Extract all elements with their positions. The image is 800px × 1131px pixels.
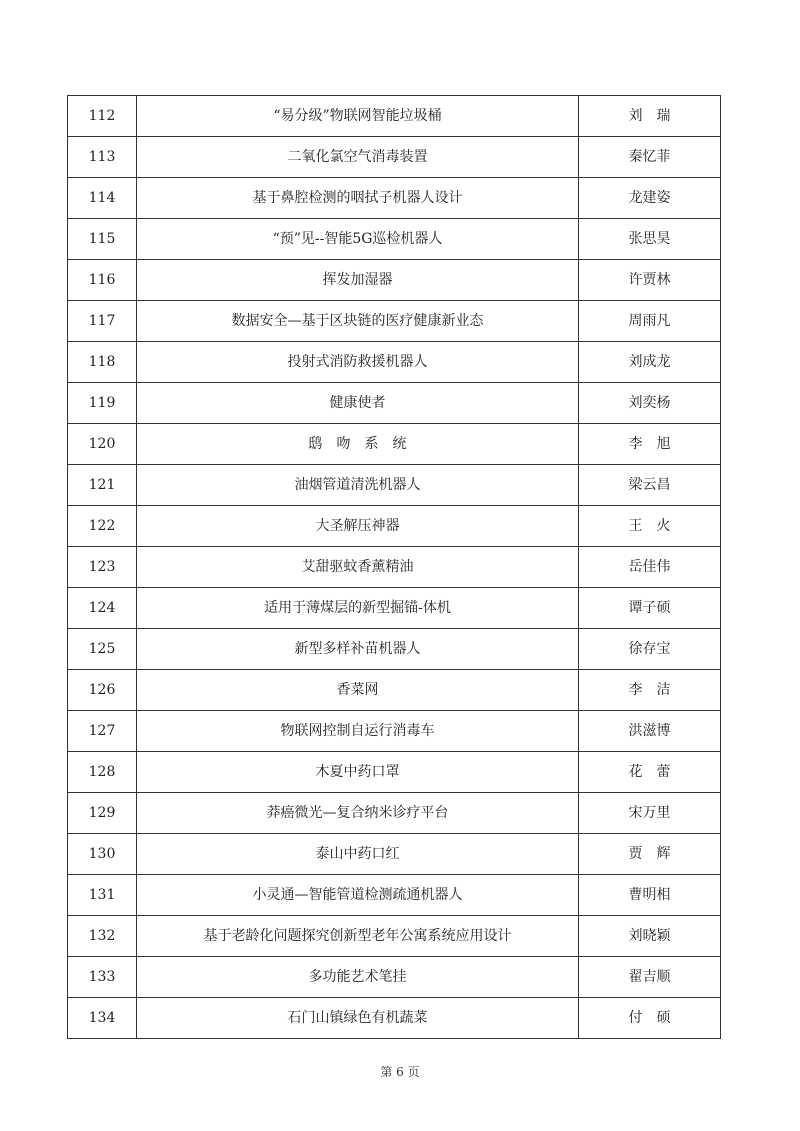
table-row bbox=[68, 137, 721, 178]
person-name-cell: 洪滋博 bbox=[579, 711, 721, 752]
row-number-cell: 127 bbox=[68, 711, 137, 752]
row-number-cell: 133 bbox=[68, 957, 137, 998]
table-row bbox=[68, 342, 721, 383]
person-name-cell: 徐存宝 bbox=[579, 629, 721, 670]
project-title-cell: 莽癌微光—复合纳米诊疗平台 bbox=[137, 793, 579, 834]
project-title-cell: 适用于薄煤层的新型掘锚-体机 bbox=[137, 588, 579, 629]
table-row bbox=[68, 383, 721, 424]
row-number-cell: 129 bbox=[68, 793, 137, 834]
project-title-cell: 挥发加湿器 bbox=[137, 260, 579, 301]
row-number-cell: 123 bbox=[68, 547, 137, 588]
person-name-cell: 翟吉顺 bbox=[579, 957, 721, 998]
table-row bbox=[68, 875, 721, 916]
project-title-cell: 健康使者 bbox=[137, 383, 579, 424]
row-number-cell: 118 bbox=[68, 342, 137, 383]
person-name-cell: 岳佳伟 bbox=[579, 547, 721, 588]
table-row bbox=[68, 916, 721, 957]
project-title-cell: 基于鼻腔检测的咽拭子机器人设计 bbox=[137, 178, 579, 219]
table-row bbox=[68, 96, 721, 137]
project-table-body bbox=[68, 96, 721, 1039]
table-row bbox=[68, 957, 721, 998]
person-name-cell: 龙建姿 bbox=[579, 178, 721, 219]
person-name-cell: 宋万里 bbox=[579, 793, 721, 834]
person-name-cell: 曹明相 bbox=[579, 875, 721, 916]
project-title-cell: 基于老龄化问题探究创新型老年公寓系统应用设计 bbox=[137, 916, 579, 957]
project-title-cell: 鸱 吻 系 统 bbox=[137, 424, 579, 465]
row-number-cell: 114 bbox=[68, 178, 137, 219]
person-name-cell: 谭子硕 bbox=[579, 588, 721, 629]
table-row bbox=[68, 547, 721, 588]
row-number-cell: 119 bbox=[68, 383, 137, 424]
person-name-cell: 付 硕 bbox=[579, 998, 721, 1039]
person-name-cell: 王 火 bbox=[579, 506, 721, 547]
row-number-cell: 121 bbox=[68, 465, 137, 506]
row-number-cell: 126 bbox=[68, 670, 137, 711]
person-name-cell: 刘晓颖 bbox=[579, 916, 721, 957]
person-name-cell: 李 旭 bbox=[579, 424, 721, 465]
row-number-cell: 122 bbox=[68, 506, 137, 547]
row-number-cell: 112 bbox=[68, 96, 137, 137]
table-row bbox=[68, 793, 721, 834]
row-number-cell: 132 bbox=[68, 916, 137, 957]
table-row bbox=[68, 260, 721, 301]
person-name-cell: 秦忆菲 bbox=[579, 137, 721, 178]
person-name-cell: 刘成龙 bbox=[579, 342, 721, 383]
table-row bbox=[68, 424, 721, 465]
project-title-cell: 小灵通—智能管道检测疏通机器人 bbox=[137, 875, 579, 916]
project-title-cell: 泰山中药口红 bbox=[137, 834, 579, 875]
project-title-cell: 投射式消防救援机器人 bbox=[137, 342, 579, 383]
project-title-cell: “预”见--智能5G巡检机器人 bbox=[137, 219, 579, 260]
row-number-cell: 131 bbox=[68, 875, 137, 916]
project-title-cell: 二氧化氯空气消毒装置 bbox=[137, 137, 579, 178]
row-number-cell: 117 bbox=[68, 301, 137, 342]
row-number-cell: 116 bbox=[68, 260, 137, 301]
table-row bbox=[68, 178, 721, 219]
person-name-cell: 刘 瑞 bbox=[579, 96, 721, 137]
table-row bbox=[68, 834, 721, 875]
project-title-cell: 物联网控制自运行消毒车 bbox=[137, 711, 579, 752]
project-title-cell: 数据安全—基于区块链的医疗健康新业态 bbox=[137, 301, 579, 342]
row-number-cell: 125 bbox=[68, 629, 137, 670]
project-title-cell: 大圣解压神器 bbox=[137, 506, 579, 547]
person-name-cell: 贾 辉 bbox=[579, 834, 721, 875]
row-number-cell: 134 bbox=[68, 998, 137, 1039]
person-name-cell: 张思昊 bbox=[579, 219, 721, 260]
row-number-cell: 128 bbox=[68, 752, 137, 793]
row-number-cell: 120 bbox=[68, 424, 137, 465]
project-title-cell: 油烟管道清洗机器人 bbox=[137, 465, 579, 506]
table-row bbox=[68, 219, 721, 260]
project-title-cell: 木夏中药口罩 bbox=[137, 752, 579, 793]
row-number-cell: 124 bbox=[68, 588, 137, 629]
project-title-cell: 香菜网 bbox=[137, 670, 579, 711]
table-row bbox=[68, 711, 721, 752]
table-row bbox=[68, 301, 721, 342]
table-row bbox=[68, 506, 721, 547]
row-number-cell: 130 bbox=[68, 834, 137, 875]
table-row bbox=[68, 465, 721, 506]
project-table bbox=[67, 95, 721, 1039]
page-number: 第 6 页 bbox=[380, 1065, 420, 1079]
person-name-cell: 梁云昌 bbox=[579, 465, 721, 506]
person-name-cell: 许贾林 bbox=[579, 260, 721, 301]
person-name-cell: 周雨凡 bbox=[579, 301, 721, 342]
project-title-cell: “易分级”物联网智能垃圾桶 bbox=[137, 96, 579, 137]
table-row bbox=[68, 752, 721, 793]
project-title-cell: 石门山镇绿色有机蔬菜 bbox=[137, 998, 579, 1039]
table-row bbox=[68, 588, 721, 629]
table-row bbox=[68, 998, 721, 1039]
table-row bbox=[68, 670, 721, 711]
project-title-cell: 多功能艺术笔挂 bbox=[137, 957, 579, 998]
person-name-cell: 刘奕杨 bbox=[579, 383, 721, 424]
person-name-cell: 花 蕾 bbox=[579, 752, 721, 793]
table-row bbox=[68, 629, 721, 670]
project-title-cell: 艾甜驱蚊香薰精油 bbox=[137, 547, 579, 588]
project-title-cell: 新型多样补苗机器人 bbox=[137, 629, 579, 670]
person-name-cell: 李 洁 bbox=[579, 670, 721, 711]
row-number-cell: 115 bbox=[68, 219, 137, 260]
row-number-cell: 113 bbox=[68, 137, 137, 178]
